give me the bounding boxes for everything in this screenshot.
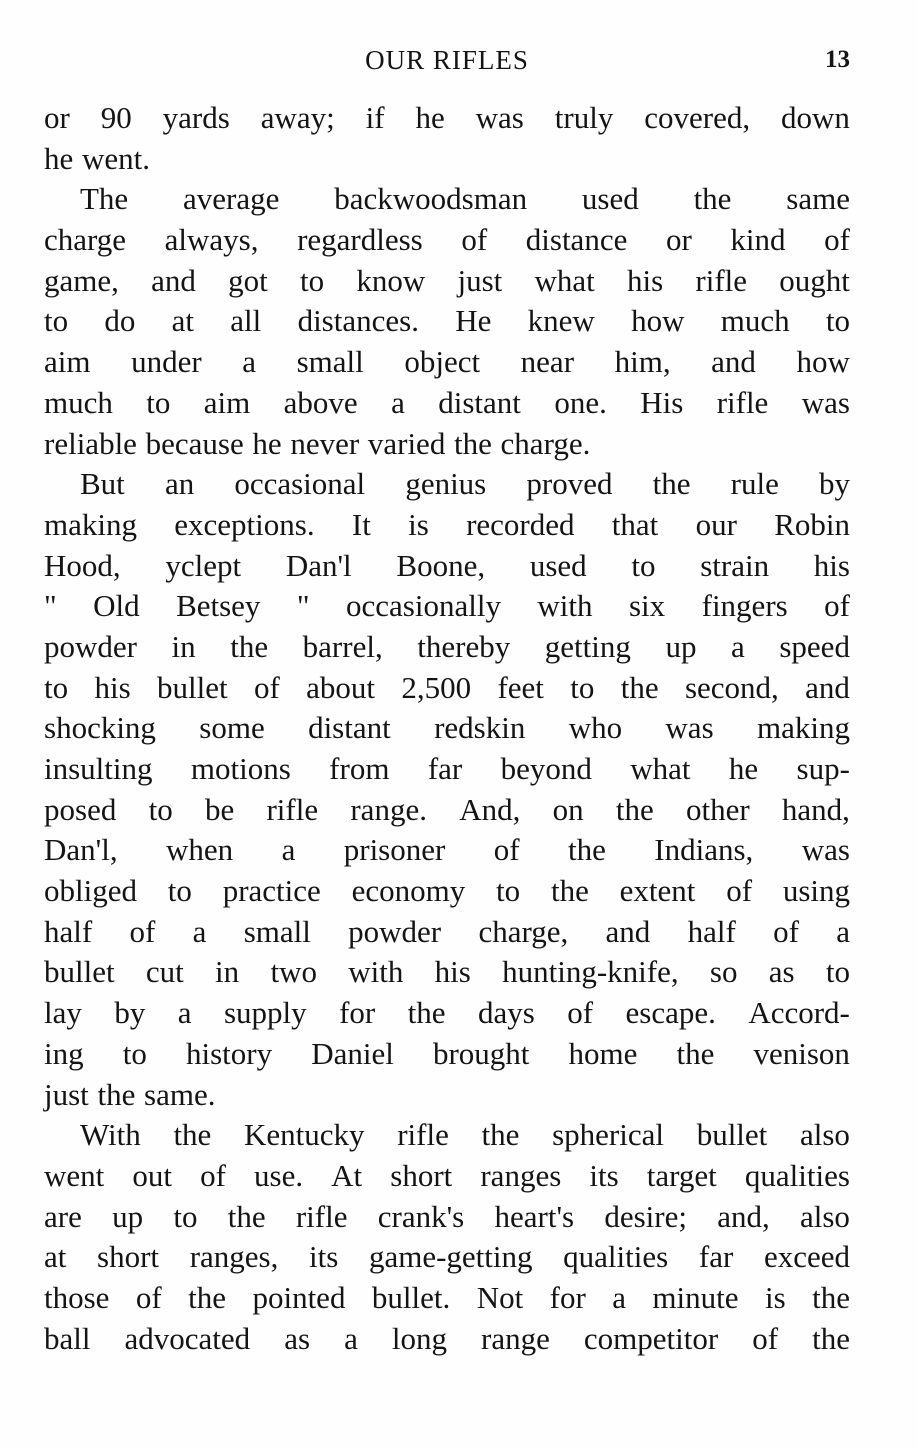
- text-line: posed to be rifle range. And, on the other hand,: [44, 791, 850, 827]
- text-line: ball advocated as a long range competitor of the: [44, 1320, 850, 1356]
- text-line: ing to history Daniel brought home the venison: [44, 1035, 850, 1071]
- text-line: lay by a supply for the days of escape. Accord-: [44, 995, 850, 1031]
- page-number: 13: [825, 46, 850, 73]
- text-line: went out of use. At short ranges its target qualities: [44, 1157, 850, 1193]
- text-line: charge always, regardless of distance or kind of: [44, 222, 850, 258]
- text-line: Hood, yclept Dan'l Boone, used to strain his: [44, 547, 850, 583]
- text-line: at short ranges, its game-getting qualities far exceed: [44, 1239, 850, 1275]
- text-line: shocking some distant redskin who was making: [44, 710, 850, 746]
- running-head: [44, 40, 850, 80]
- text-line: to do at all distances. He knew how much to: [44, 303, 850, 339]
- text-line: to his bullet of about 2,500 feet to the second, and: [44, 669, 850, 705]
- text-line: or 90 yards away; if he was truly covered, down: [44, 100, 850, 135]
- text-line: game, and got to know just what his rifle ought: [44, 262, 850, 298]
- text-line: obliged to practice economy to the extent of using: [44, 873, 850, 909]
- text-line: half of a small powder charge, and half of a: [44, 913, 850, 949]
- text-line: making exceptions. It is recorded that our Robin: [44, 506, 850, 542]
- text-line: he went.: [44, 140, 150, 176]
- text-line: Dan'l, when a prisoner of the Indians, was: [44, 832, 850, 868]
- running-title: OUR RIFLES: [365, 45, 529, 75]
- text-line: With the Kentucky rifle the spherical bullet also: [80, 1117, 850, 1153]
- text-line: powder in the barrel, thereby getting up a speed: [44, 628, 850, 664]
- text-line: But an occasional genius proved the rule by: [80, 466, 850, 502]
- text-line: " Old Betsey " occasionally with six fingers of: [44, 588, 850, 624]
- body-text: [44, 98, 850, 1359]
- text-line: much to aim above a distant one. His rifle was: [44, 384, 850, 420]
- text-line: insulting motions from far beyond what he sup-: [44, 751, 850, 786]
- text-line: are up to the rifle crank's heart's desire; and, also: [44, 1198, 850, 1234]
- text-line: bullet cut in two with his hunting-knife, so as to: [44, 954, 850, 990]
- text-line: those of the pointed bullet. Not for a minute is the: [44, 1279, 850, 1315]
- text-line: The average backwoodsman used the same: [80, 181, 850, 217]
- text-line: reliable because he never varied the charge.: [44, 425, 591, 461]
- text-line: just the same.: [44, 1076, 216, 1112]
- text-line: aim under a small object near him, and how: [44, 344, 850, 380]
